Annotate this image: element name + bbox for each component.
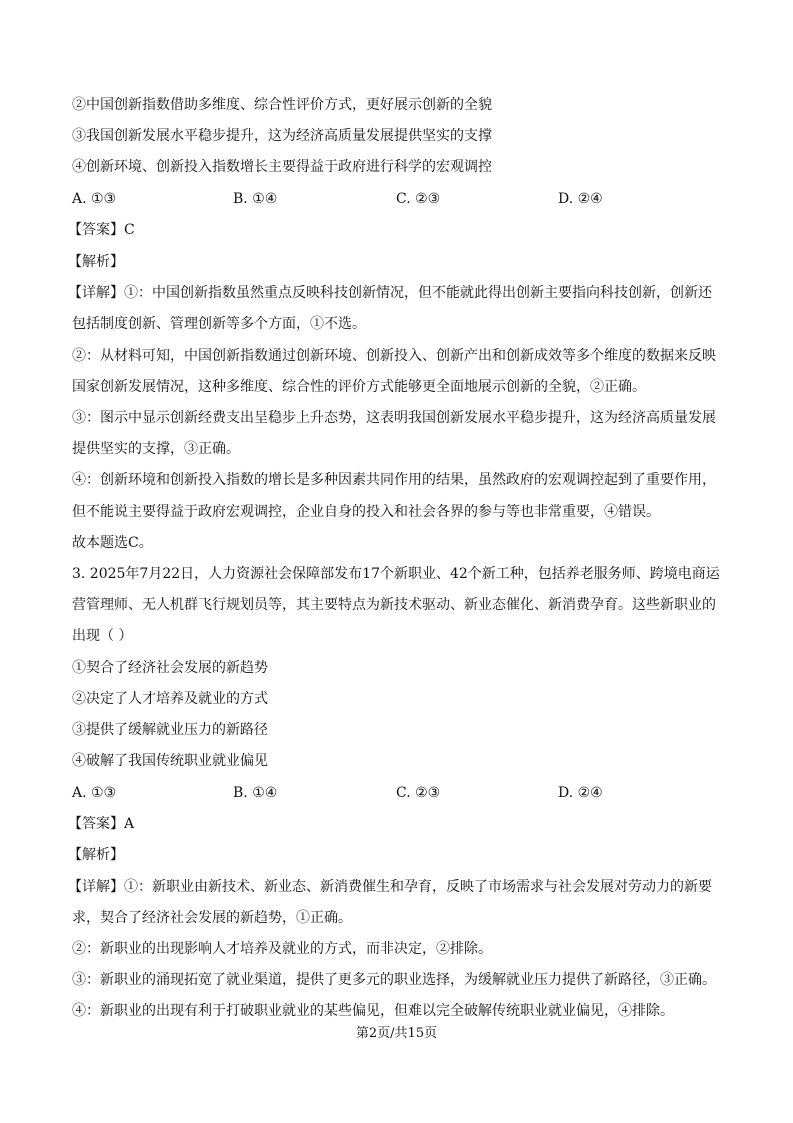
q3-detail-line: 【详解】①：新职业由新技术、新业态、新消费催生和孕育，反映了市场需求与社会发展对劳动力的新要 (68, 879, 712, 895)
q3-item-3: ③提供了缓解就业压力的新路径 (72, 722, 268, 738)
q2-option-d: D. ②④ (558, 191, 603, 207)
q2-answer: 【答案】C (68, 222, 135, 238)
q3-analysis-heading: 【解析】 (68, 847, 124, 863)
q3-option-b: B. ①④ (233, 785, 278, 801)
q3-option-a: A. ①③ (72, 785, 117, 801)
q2-item-3: ③我国创新发展水平稳步提升，这为经济高质量发展提供坚实的支撑 (72, 128, 492, 144)
q2-detail-line: ④：创新环境和创新投入指数的增长是多种因素共同作用的结果，虽然政府的宏观调控起到了重要作用， (72, 472, 716, 488)
q3-stem-line: 营管理师、无人机群飞行规划员等，其主要特点为新技术驱动、新业态催化、新消费孕育。这些新职业的 (72, 597, 716, 613)
q2-option-c: C. ②③ (396, 191, 441, 207)
q3-detail-line: ③：新职业的涌现拓宽了就业渠道，提供了更多元的职业选择，为缓解就业压力提供了新路径，③正确。 (72, 972, 716, 988)
q2-conclusion: 故本题选C。 (72, 535, 153, 551)
q3-option-d: D. ②④ (558, 785, 603, 801)
q2-option-b: B. ①④ (233, 191, 278, 207)
page-footer: 第2页/共15页 (355, 1026, 438, 1041)
q2-detail-line: 但不能说主要得益于政府宏观调控，企业自身的投入和社会各界的参与等也非常重要，④错误。 (72, 504, 660, 520)
q3-detail-line: ④：新职业的出现有利于打破职业就业的某些偏见，但难以完全破解传统职业就业偏见，④排除。 (72, 1003, 674, 1019)
q3-stem-line: 3. 2025年7月22日，人力资源社会保障部发布17个新职业、42个新工种，包括养老服务师、跨境电商运 (72, 566, 720, 582)
q3-item-1: ①契合了经济社会发展的新趋势 (72, 660, 268, 676)
q2-detail-line: ②：从材料可知，中国创新指数通过创新环境、创新投入、创新产出和创新成效等多个维度的数据来反映 (72, 348, 716, 364)
q3-detail-line: 求，契合了经济社会发展的新趋势，①正确。 (72, 910, 352, 926)
q2-detail-line: ③：图示中显示创新经费支出呈稳步上升态势，这表明我国创新发展水平稳步提升，这为经济高质量发展 (72, 410, 716, 426)
q3-item-2: ②决定了人才培养及就业的方式 (72, 691, 268, 707)
q2-detail-line: 包括制度创新、管理创新等多个方面，①不选。 (72, 316, 366, 332)
q2-option-a: A. ①③ (72, 191, 117, 207)
q2-detail-line: 提供坚实的支撑，③正确。 (72, 441, 240, 457)
q3-answer: 【答案】A (68, 816, 135, 832)
q2-detail-line: 国家创新发展情况，这种多维度、综合性的评价方式能够更全面地展示创新的全貌，②正确。 (72, 379, 646, 395)
q3-detail-line: ②：新职业的出现影响人才培养及就业的方式，而非决定，②排除。 (72, 941, 492, 957)
q2-analysis-heading: 【解析】 (68, 254, 124, 270)
q2-item-4: ④创新环境、创新投入指数增长主要得益于政府进行科学的宏观调控 (72, 159, 492, 175)
q3-stem-line: 出现（ ） (72, 628, 133, 644)
q3-option-c: C. ②③ (396, 785, 441, 801)
q2-item-2: ②中国创新指数借助多维度、综合性评价方式，更好展示创新的全貌 (72, 97, 492, 113)
q2-detail-line: 【详解】①：中国创新指数虽然重点反映科技创新情况，但不能就此得出创新主要指向科技创新，创新还 (68, 285, 712, 301)
q3-item-4: ④破解了我国传统职业就业偏见 (72, 753, 268, 769)
